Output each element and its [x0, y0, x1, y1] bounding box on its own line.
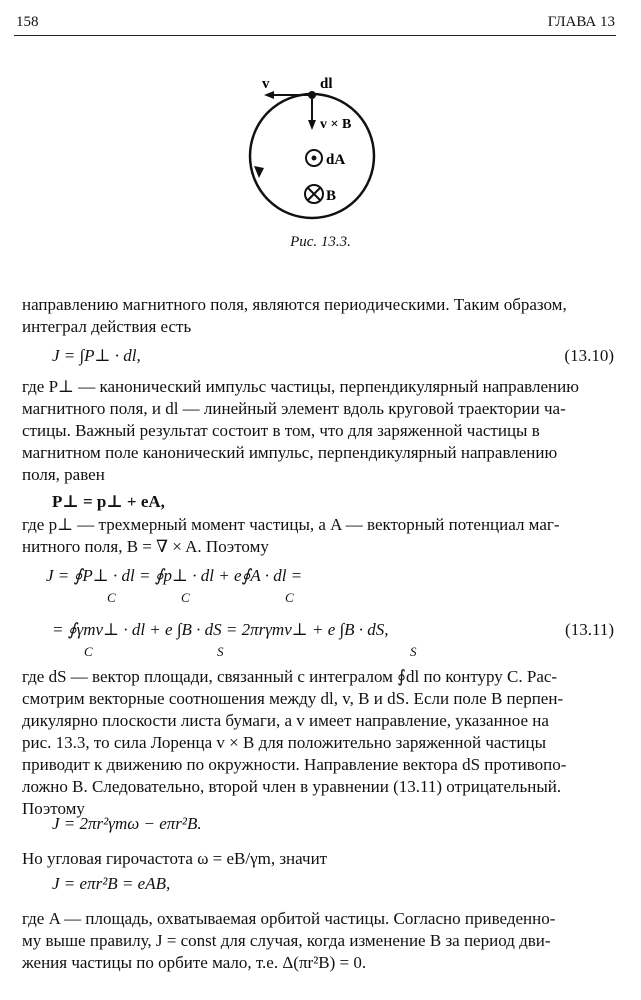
text-line: где P⊥ — канонический импульс частицы, перпендикулярный направлению [22, 377, 579, 396]
text-line: интеграл действия есть [22, 317, 192, 336]
dA-dot [312, 156, 317, 161]
text-line: где A — площадь, охватываемая орбитой частицы. Согласно приведенно- [22, 909, 556, 928]
paragraph-5: Но угловая гирочастота ω = eB/γm, значит [22, 849, 328, 868]
subscript-C-1: C [107, 590, 116, 605]
text-line: дикулярно плоскости листа бумаги, а v имеет направление, указанное на [22, 711, 549, 730]
label-dA: dA [326, 152, 346, 168]
text-line: нитного поля, B = ∇ × A. Поэтому [22, 537, 269, 556]
text-line: где dS — вектор площади, связанный с интегралом ∮dl по контуру C. Рас- [22, 667, 558, 686]
subscript-S-1: S [217, 644, 224, 659]
subscript-S-2: S [410, 644, 417, 659]
label-vxB: v × B [320, 117, 352, 132]
header-rule [14, 35, 616, 36]
text-line: магнитном поле канонический импульс, перпендикулярный направлению [22, 443, 558, 462]
subscript-C-4: C [84, 644, 93, 659]
paragraph-1 [22, 294, 618, 338]
text-line: жения частицы по орбите мало, т.е. Δ(πr²B) = 0. [22, 953, 367, 972]
text-line: Поэтому [22, 799, 85, 818]
equation-canonical-momentum: P⊥ = p⊥ + eA, [52, 492, 165, 511]
equation-13-10-number: (13.10) [564, 346, 614, 365]
equation-13-10: J = ∫P⊥ · dl, [52, 346, 141, 365]
subscript-C-3: C [285, 590, 294, 605]
paragraph-4 [22, 666, 618, 820]
text-line: стицы. Важный результат состоит в том, что для заряженной частицы в [22, 421, 540, 440]
text-line: где p⊥ — трехмерный момент частицы, а A — векторный потенциал маг- [22, 515, 560, 534]
chapter-header: ГЛАВА 13 [547, 14, 615, 30]
equation-13-11-line-2: = ∮γmv⊥ · dl + e ∫B · dS = 2πrγmv⊥ + e ∫B · dS, [52, 620, 389, 639]
text-line: му выше правилу, J = const для случая, когда изменение B за период дви- [22, 931, 551, 950]
dl-point [308, 91, 316, 99]
equation-13-11-number: (13.11) [565, 620, 614, 639]
equation-13-11-line-1: J = ∮P⊥ · dl = ∮p⊥ · dl + e∮A · dl = [46, 566, 303, 585]
text-line: поля, равен [22, 465, 105, 484]
text-line: ложно B. Следовательно, второй член в уравнении (13.11) отрицательный. [22, 777, 562, 796]
text-line: направлению магнитного поля, являются периодическими. Таким образом, [22, 295, 567, 314]
label-B: B [326, 188, 337, 204]
text-line: магнитного поля, и dl — линейный элемент вдоль круговой траектории ча- [22, 399, 566, 418]
equation-J-1: J = 2πr²γmω − eπr²B. [52, 814, 202, 833]
text-line: приводит к движению по окружности. Направление вектора dS противопо- [22, 755, 567, 774]
text-line: рис. 13.3, то сила Лоренца v × B для положительно заряженной частицы [22, 733, 547, 752]
orbit-direction-arrow [254, 166, 264, 178]
text-line: смотрим векторные соотношения между dl, v, B и dS. Если поле B перпен- [22, 689, 564, 708]
paragraph-2 [22, 376, 618, 486]
equation-J-2: J = eπr²B = eAB, [52, 874, 171, 893]
figure-caption: Рис. 13.3. [290, 234, 351, 250]
subscript-C-2: C [181, 590, 190, 605]
paragraph-3 [22, 514, 618, 558]
page-number: 158 [16, 14, 39, 30]
paragraph-6 [22, 908, 618, 974]
label-dl: dl [320, 76, 333, 92]
vxb-arrow-head [308, 120, 316, 130]
v-arrow-head [264, 91, 274, 99]
label-v: v [262, 76, 270, 92]
figure-13-3 [240, 68, 390, 228]
